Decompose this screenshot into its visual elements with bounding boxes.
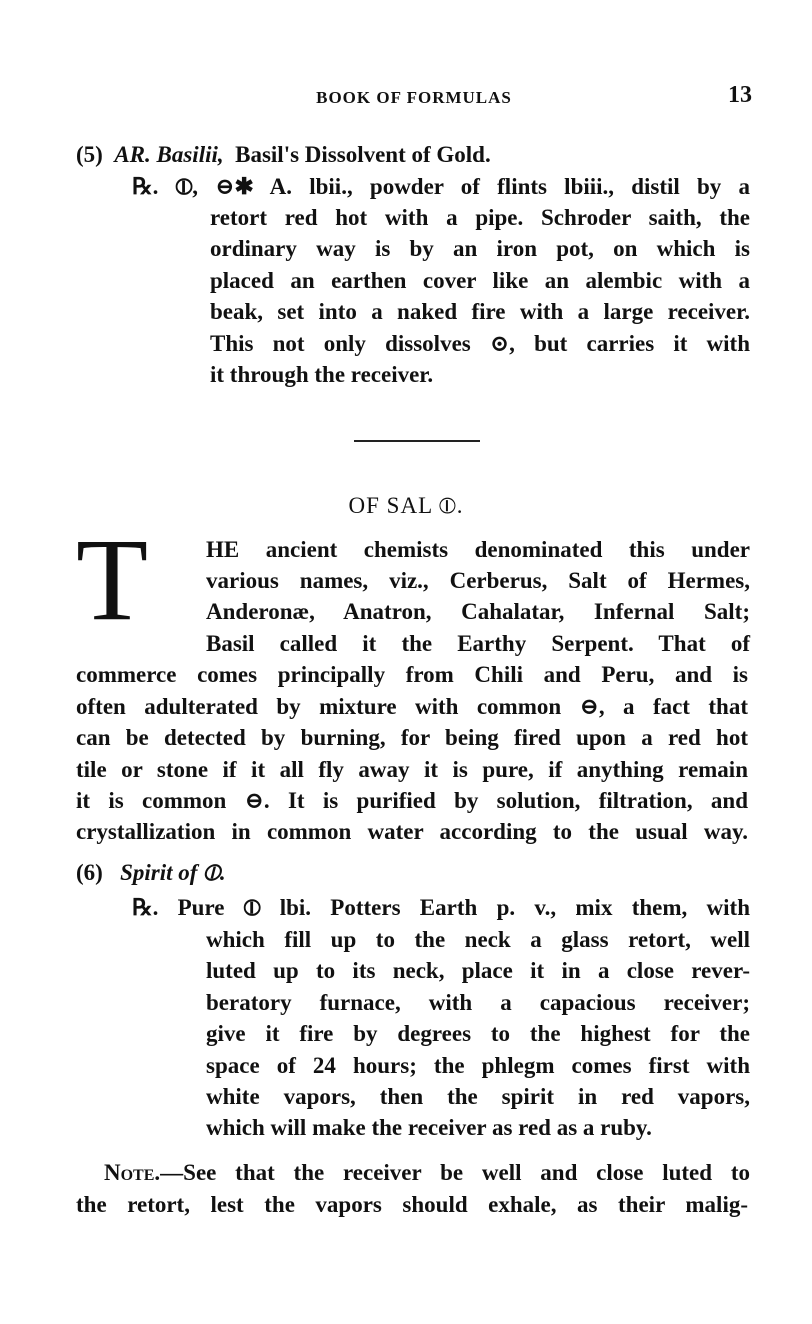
section-line: it is common ⊖. It is purified by solution, filtration, and — [76, 788, 748, 813]
entry-6-line: beratory furnace, with a capacious receiver; — [206, 990, 750, 1015]
entry-6-line: which will make the receiver as red as a ruby. — [206, 1115, 652, 1140]
entry-6-number: (6) — [76, 860, 103, 885]
entry-5-line: ℞. ⦶, ⊖✱ A. lbii., powder of flints lbiii., distil by a — [132, 174, 750, 199]
page-header — [76, 82, 752, 112]
section-line: commerce comes principally from Chili and Peru, and is — [76, 662, 748, 687]
section-line: can be detected by burning, for being fired upon a red hot — [76, 725, 748, 750]
entry-5-english-title: Basil's Dissolvent of Gold. — [235, 142, 491, 167]
section-line: Basil called it the Earthy Serpent. That of — [206, 631, 750, 656]
entry-5-line: placed an earthen cover like an alembic with a — [210, 268, 750, 293]
entry-5-line: This not only dissolves ⊙, but carries it with — [210, 331, 750, 356]
section-title: OF SAL ⦶. — [348, 493, 464, 518]
section-line: tile or stone if it all fly away it is pure, if anything remain — [76, 757, 748, 782]
running-head: BOOK OF FORMULAS — [316, 88, 512, 107]
entry-5-number: (5) — [76, 142, 103, 167]
note-line — [104, 1158, 750, 1188]
section-line: often adulterated by mixture with common ⊖, a fact that — [76, 694, 748, 719]
drop-cap: T — [76, 514, 149, 645]
note-line: the retort, lest the vapors should exhale, as their malig- — [76, 1192, 748, 1217]
section-divider — [354, 440, 480, 442]
entry-5-latin-title: AR. Basilii, — [114, 142, 224, 167]
note-text: —See that the receiver be well and close luted to — [160, 1160, 750, 1185]
entry-6-line: space of 24 hours; the phlegm comes first with — [206, 1053, 750, 1078]
section-line: crystallization in common water according to the usual way. — [76, 819, 748, 844]
entry-6-line: ℞. Pure ⦶ lbi. Potters Earth p. v., mix them, with — [132, 895, 750, 920]
page-number: 13 — [728, 82, 752, 108]
entry-6-heading — [76, 858, 226, 888]
entry-6-line: give it fire by degrees to the highest for the — [206, 1021, 750, 1046]
entry-5-line: retort red hot with a pipe. Schroder saith, the — [210, 205, 750, 230]
entry-5-line: ordinary way is by an iron pot, on which is — [210, 236, 750, 261]
entry-6-line: white vapors, then the spirit in red vapors, — [206, 1084, 750, 1109]
entry-6-line: luted up to its neck, place it in a close rever- — [206, 958, 750, 983]
entry-5-line: beak, set into a naked fire with a large receiver. — [210, 299, 750, 324]
entry-6-title: Spirit of ⦶. — [120, 860, 226, 885]
note-label: Note. — [104, 1160, 161, 1185]
section-line: Anderonæ, Anatron, Cahalatar, Infernal Salt; — [206, 599, 750, 624]
section-line: various names, viz., Cerberus, Salt of Hermes, — [206, 568, 750, 593]
entry-6-line: which fill up to the neck a glass retort, well — [206, 927, 750, 952]
entry-5-line: it through the receiver. — [210, 362, 434, 387]
entry-5-heading — [76, 140, 491, 170]
section-line: HE ancient chemists denominated this under — [206, 537, 750, 562]
